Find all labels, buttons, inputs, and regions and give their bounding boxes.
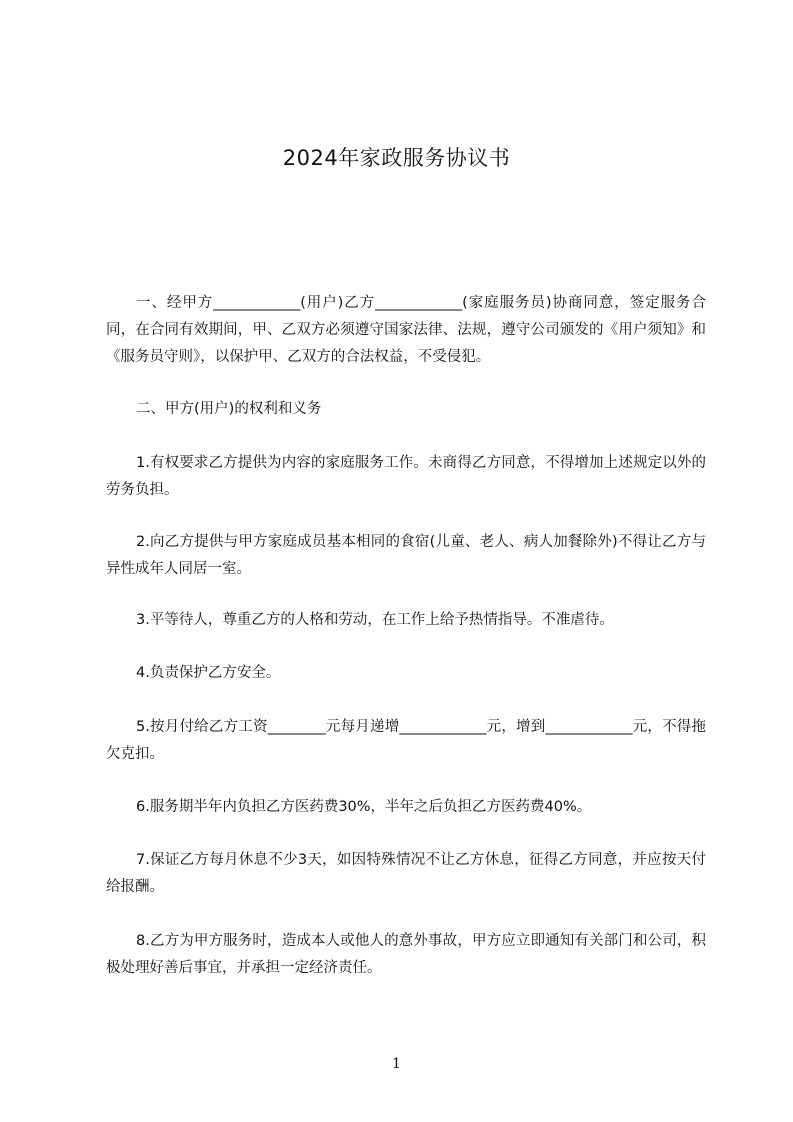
- clause-3: 3.平等待人，尊重乙方的人格和劳动，在工作上给予热情指导。不准虐待。: [136, 612, 614, 628]
- clause-1: 1.有权要求乙方提供为内容的家庭服务工作。未商得乙方同意，不得增加上述规定以外的劳务负担。: [106, 455, 706, 498]
- clause-4: 4.负责保护乙方安全。: [136, 665, 281, 681]
- clause-7: 7.保证乙方每月休息不少3天，如因特殊情况不让乙方休息，征得乙方同意，并应按天付给报酬。: [106, 852, 706, 895]
- paragraph-1: 一、经甲方____________(用户)乙方____________(家庭服务员)协商同意，签定服务合同，在合同有效期间，甲、乙双方必须遵守国家法律、法规，遵守公司颁发的《用户须知》和《服务员守则》，以保护甲、乙双方的合法权益，不受侵犯。: [106, 295, 706, 365]
- section-heading-party-a: 二、甲方(用户)的权利和义务: [136, 401, 322, 417]
- clause-5: 5.按月付给乙方工资________元每月递增____________元，增到____________元，不得拖欠克扣。: [106, 719, 706, 762]
- clause-6: 6.服务期半年内负担乙方医药费30%，半年之后负担乙方医药费40%。: [136, 799, 592, 815]
- page-number: 1: [392, 1056, 401, 1072]
- clause-2: 2.向乙方提供与甲方家庭成员基本相同的食宿(儿童、老人、病人加餐除外)不得让乙方与异性成年人同居一室。: [106, 534, 706, 577]
- clause-8: 8.乙方为甲方服务时，造成本人或他人的意外事故，甲方应立即通知有关部门和公司，积极处理好善后事宜，并承担一定经济责任。: [106, 933, 706, 976]
- document-title: 2024年家政服务协议书: [282, 146, 511, 170]
